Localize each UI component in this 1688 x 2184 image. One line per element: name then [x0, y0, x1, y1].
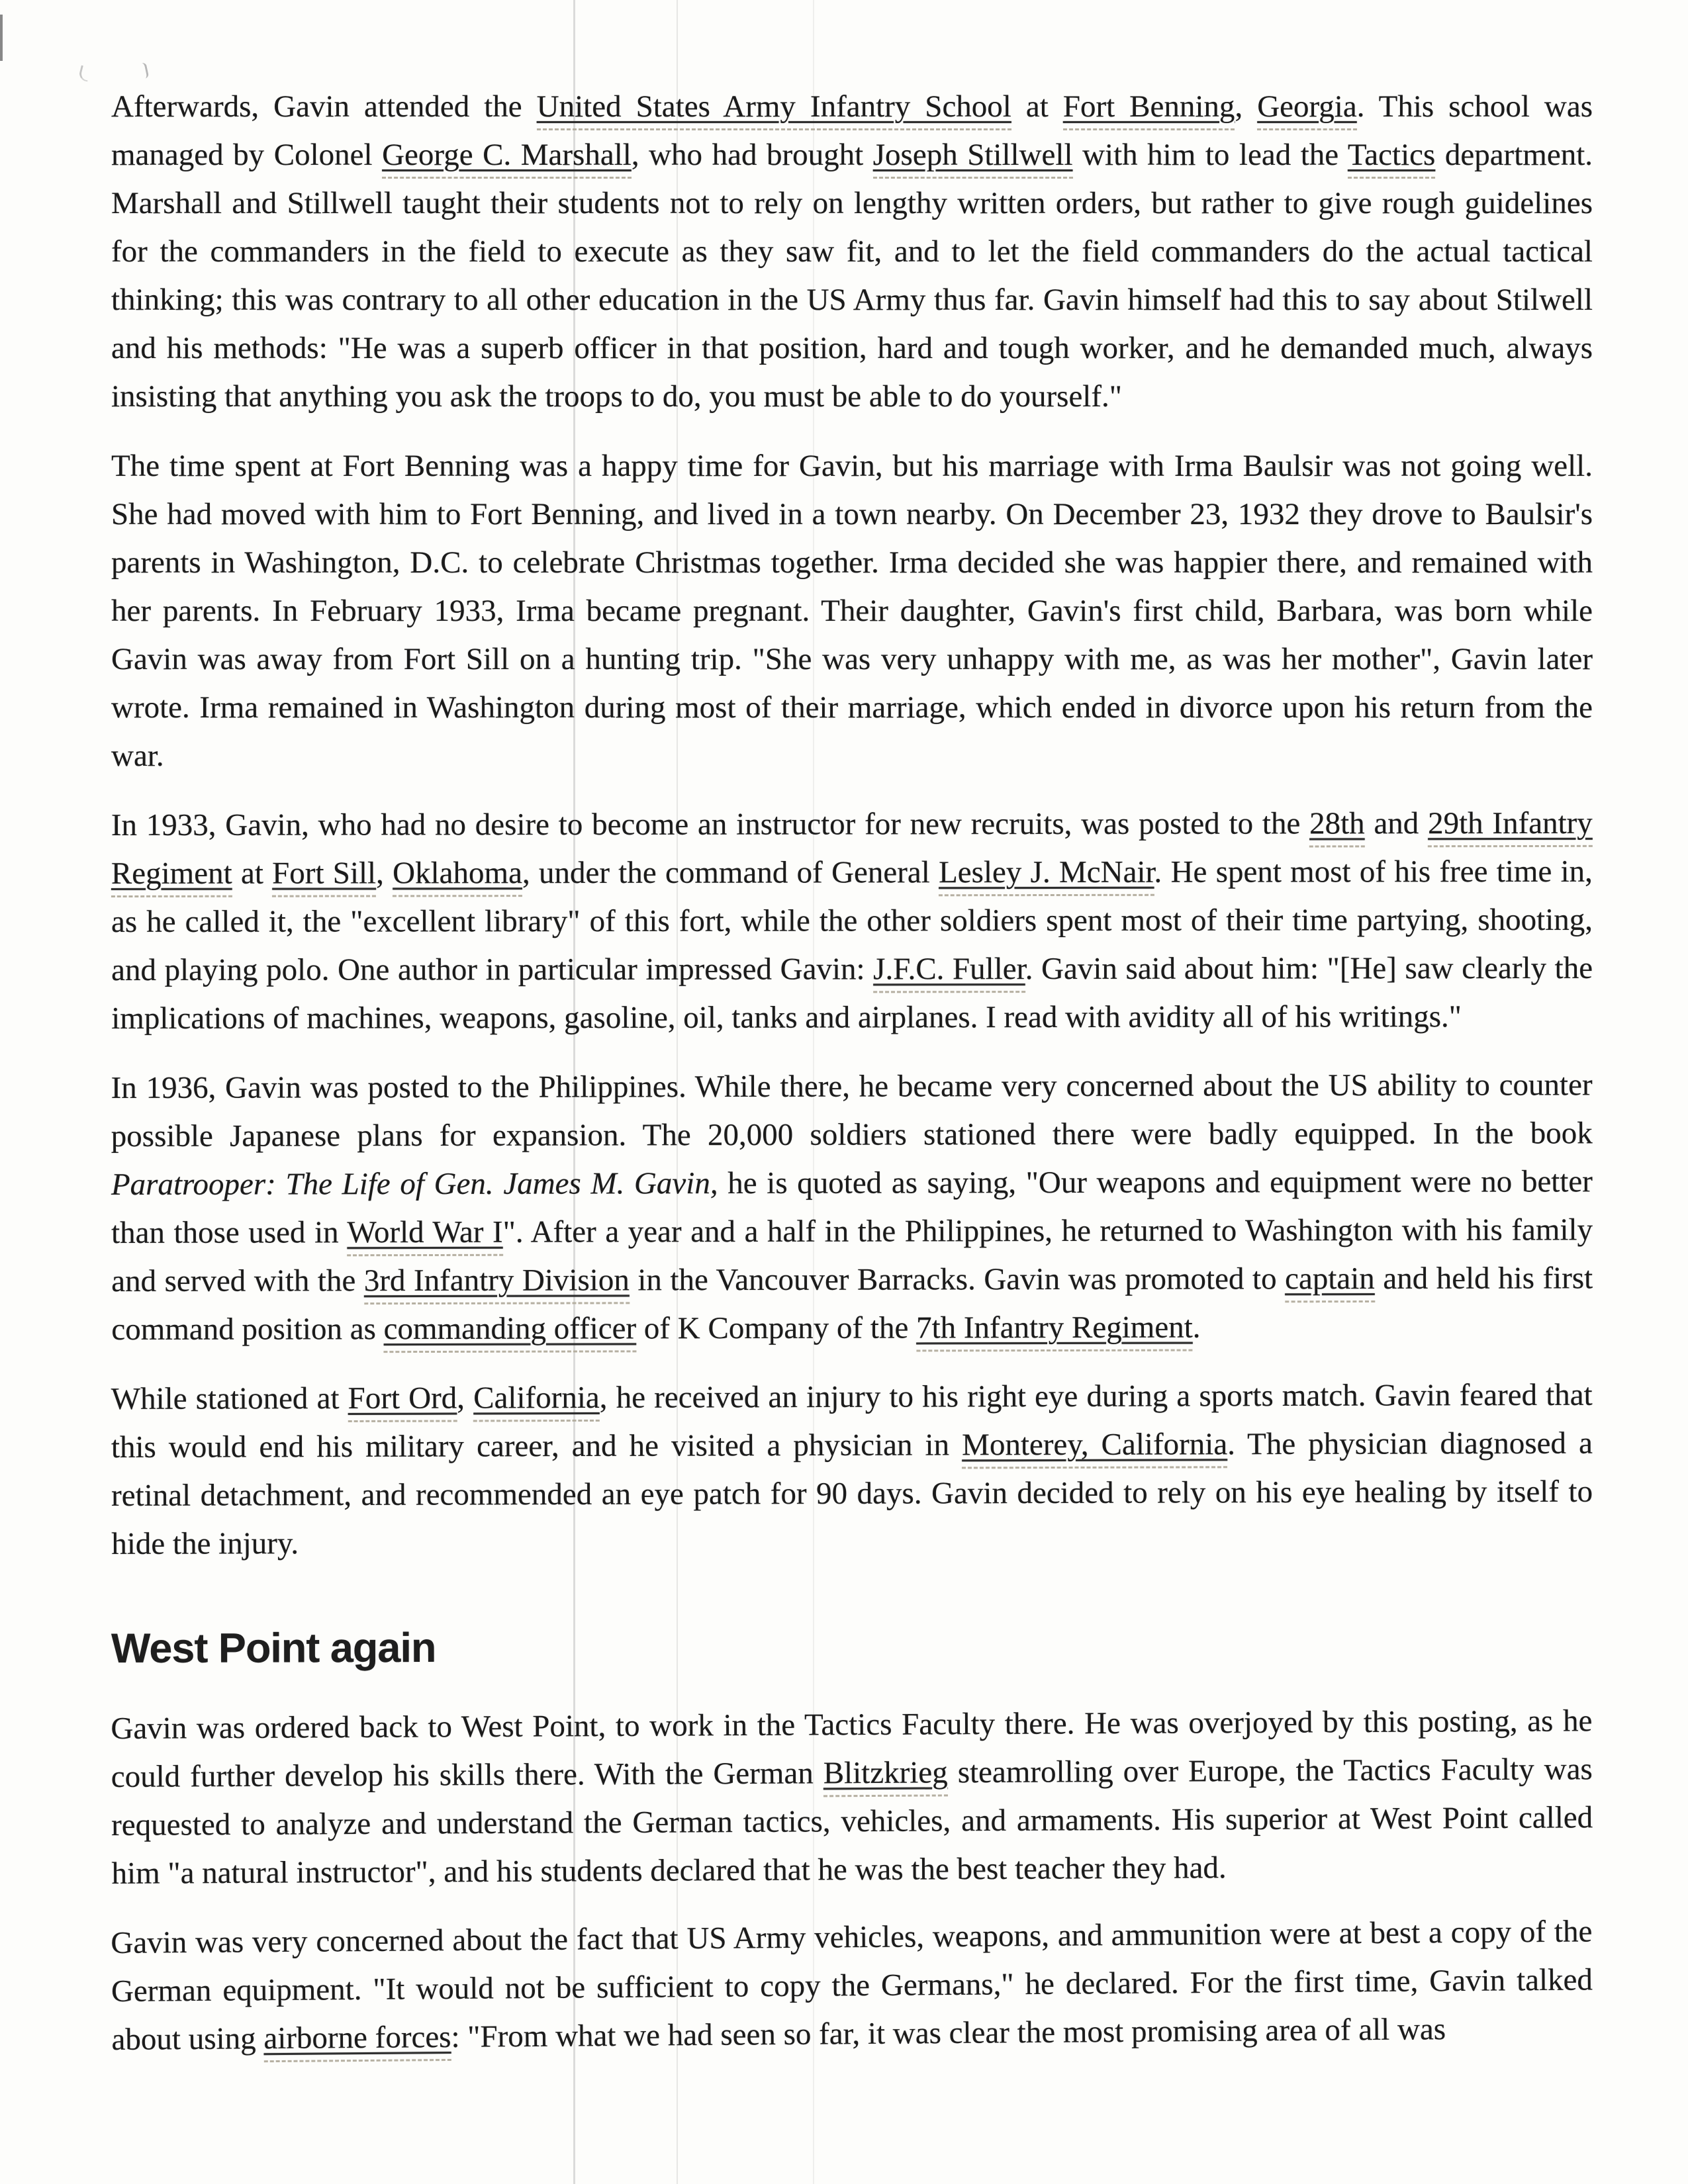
paragraph	[111, 1697, 1593, 1898]
link-text: airborne forces	[263, 2020, 451, 2062]
scan-artifact-mark	[78, 66, 91, 82]
text-run: . Gavin said about him: "[He] saw clearly the implications of machines, weapons, gasoline, oil, tanks and airplanes. I read with avidity all of his writings."	[111, 950, 1593, 1036]
scan-artifact-mark	[138, 62, 150, 79]
text-run: in the Vancouver Barracks. Gavin was promoted to	[629, 1261, 1286, 1298]
text-run: In 1936, Gavin was posted to the Philippines. While there, he became very concerned about the US ability to counter possible Japanese plans for expansion. The 20,000 soldiers stationed there were badly equipped. In the book	[111, 1068, 1593, 1154]
text-run: , he received an injury to his right eye during a sports match. Gavin feared that this would end his military career, and he visited a physician in	[111, 1377, 1593, 1465]
link-text: 7th Infantry Regiment	[916, 1310, 1193, 1352]
text-run: he is quoted as saying, "Our weapons and equipment were no better than those used in	[111, 1164, 1593, 1250]
text-run: and held his first command position as	[111, 1261, 1593, 1347]
link-text: Joseph Stillwell	[873, 138, 1073, 179]
text-run: , under the command of General	[522, 855, 939, 891]
link-text: Blitzkrieg	[823, 1755, 948, 1797]
link-text: commanding officer	[384, 1311, 637, 1353]
text-run: While stationed at	[111, 1381, 348, 1417]
link-text: J.F.C. Fuller	[873, 952, 1025, 993]
paragraph	[111, 799, 1593, 1043]
text-run: of K Company of the	[636, 1310, 917, 1346]
text-run: . This school was managed by Colonel	[111, 89, 1593, 172]
link-text: 28th	[1309, 806, 1365, 847]
book-title: Paratrooper: The Life of Gen. James M. Gavin,	[111, 1166, 718, 1202]
text-run: with him to lead the	[1072, 138, 1348, 172]
link-text: Oklahoma	[393, 856, 522, 897]
text-run: : "From what we had seen so far, it was clear the most promising area of all was	[451, 2012, 1446, 2054]
paragraph	[111, 1907, 1593, 2064]
text-run: Gavin was very concerned about the fact that US Army vehicles, weapons, and ammunition were at best a copy of the German equipment. "It would not be sufficient to copy the Germans," he declared. For the first time, Gavin talked about using	[111, 1914, 1593, 2057]
text-run: .	[1192, 1310, 1201, 1345]
link-text: Monterey, California	[962, 1427, 1227, 1469]
text-run: Afterwards, Gavin attended the	[111, 89, 537, 124]
link-text: United States Army Infantry School	[537, 89, 1011, 130]
text-run: . The physician diagnosed a retinal detachment, and recommended an eye patch for 90 days. Gavin decided to rely on his eye healing by itself to hide the injury.	[111, 1426, 1593, 1561]
link-text: George C. Marshall	[382, 138, 632, 179]
text-run: Gavin was ordered back to West Point, to work in the Tactics Faculty there. He was overjoyed by this posting, as he could further develop his skills there. With the German	[111, 1704, 1593, 1795]
text-run: ,	[376, 856, 393, 891]
link-text: Georgia	[1257, 89, 1357, 130]
link-text: 29th Infantry Regiment	[111, 806, 1593, 897]
link-text: Tactics	[1348, 138, 1435, 179]
text-run: , who had brought	[631, 138, 873, 172]
section-heading: West Point again	[111, 1624, 436, 1672]
text-run: at	[1011, 89, 1063, 124]
text-run: department. Marshall and Stillwell taught their students not to rely on lengthy written orders, but rather to give rough guidelines for the commanders in the field to execute as they saw fit, and to let the field commanders do the actual tactical thinking; this was contrary to all other education in the US Army thus far. Gavin himself had this to say about Stilwell and his methods: "He was a superb officer in that position, hard and tough worker, and he demanded much, always insisting that anything you ask the troops to do, you must be able to do yourself."	[111, 138, 1593, 414]
text-run: steamrolling over Europe, the Tactics Faculty was requested to analyze and understand the German tactics, vehicles, and armaments. His superior at West Point called him "a natural instructor", and his students declared that he was the best teacher they had.	[111, 1752, 1593, 1891]
text-run: In 1933, Gavin, who had no desire to become an instructor for new recruits, was posted to the	[111, 806, 1310, 843]
link-text: World War I	[347, 1215, 502, 1256]
text-run: ,	[1235, 89, 1258, 124]
paragraph	[111, 83, 1593, 421]
link-text: 3rd Infantry Division	[364, 1263, 630, 1304]
scan-edge-artifact	[0, 15, 3, 61]
text-run: and	[1364, 806, 1429, 841]
article-text	[111, 83, 1593, 2085]
link-text: Lesley J. McNair	[939, 855, 1154, 896]
text-run: ,	[457, 1381, 474, 1416]
link-text: captain	[1285, 1261, 1375, 1302]
text-run: The time spent at Fort Benning was a happy time for Gavin, but his marriage with Irma Baulsir was not going well. She had moved with him to Fort Benning, and lived in a town nearby. On December 23, 1932 they drove to Baulsir's parents in Washington, D.C. to celebrate Christmas together. Irma decided she was happier there, and remained with her parents. In February 1933, Irma became pregnant. Their daughter, Gavin's first child, Barbara, was born while Gavin was away from Fort Sill on a hunting trip. "She was very unhappy with me, as was her mother", Gavin later wrote. Irma remained in Washington during most of their marriage, which ended in divorce upon his return from the war.	[111, 449, 1593, 773]
text-run: . He spent most of his free time in, as he called it, the "excellent library" of this fort, while the other soldiers spent most of their time partying, shooting, and playing polo. One author in particular impressed Gavin:	[111, 854, 1593, 987]
link-text: Fort Ord	[348, 1381, 457, 1422]
link-text: California	[473, 1381, 600, 1422]
link-text: Fort Sill	[272, 856, 376, 897]
text-run: at	[232, 856, 273, 891]
paragraph	[111, 442, 1593, 780]
link-text: Fort Benning	[1063, 89, 1235, 130]
text-run: ". After a year and a half in the Philippines, he returned to Washington with his family and served with the	[111, 1212, 1593, 1298]
paragraph	[111, 1371, 1593, 1569]
paragraph	[111, 1061, 1593, 1354]
